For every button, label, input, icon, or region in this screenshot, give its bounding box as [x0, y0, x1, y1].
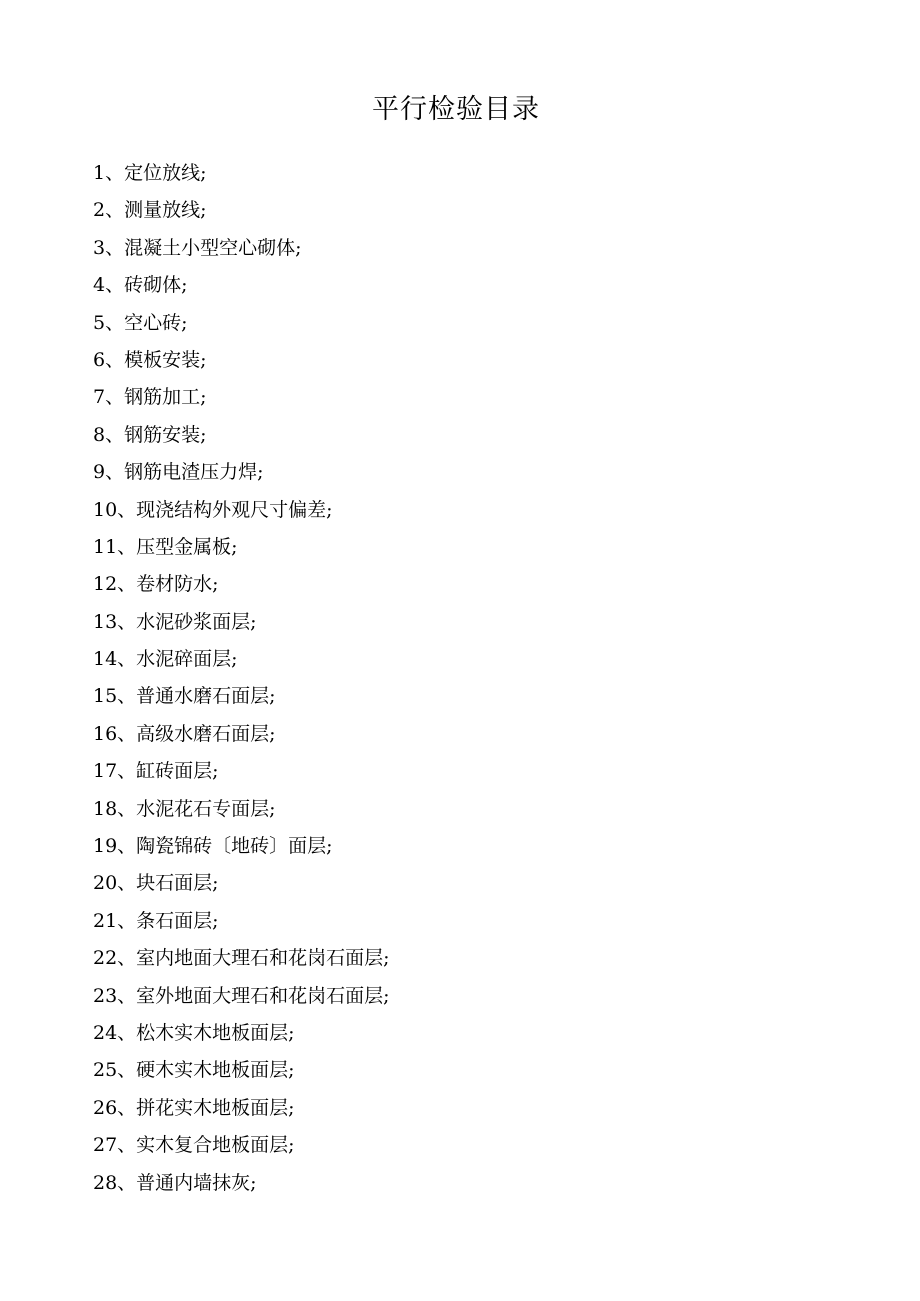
list-item: 12、卷材防水;	[93, 573, 219, 596]
list-item: 22、室内地面大理石和花岗石面层;	[93, 947, 390, 970]
list-item: 28、普通内墙抹灰;	[93, 1171, 257, 1194]
list-item: 25、硬木实木地板面层;	[93, 1059, 295, 1082]
page-title: 平行检验目录	[372, 94, 540, 125]
list-item: 14、水泥碎面层;	[93, 648, 238, 671]
list-item: 24、松木实木地板面层;	[93, 1021, 295, 1044]
list-item: 21、条石面层;	[93, 909, 219, 932]
list-item: 27、实木复合地板面层;	[93, 1134, 295, 1157]
list-item: 6、模板安装;	[93, 348, 207, 371]
list-item: 9、钢筋电渣压力焊;	[93, 461, 264, 484]
list-item: 11、压型金属板;	[93, 535, 238, 558]
list-item: 18、水泥花石专面层;	[93, 797, 276, 820]
list-item: 1、定位放线;	[93, 162, 207, 184]
list-item: 5、空心砖;	[93, 311, 188, 334]
list-item: 19、陶瓷锦砖〔地砖〕面层;	[93, 835, 333, 858]
list-item: 20、块石面层;	[93, 872, 219, 895]
list-item: 13、水泥砂浆面层;	[93, 610, 257, 633]
list-item: 8、钢筋安装;	[93, 423, 207, 446]
list-item: 2、测量放线;	[93, 199, 207, 222]
list-item: 17、缸砖面层;	[93, 760, 219, 783]
list-item: 15、普通水磨石面层;	[93, 685, 276, 708]
list-item: 7、钢筋加工;	[93, 386, 207, 409]
list-item: 3、混凝土小型空心砌体;	[93, 236, 302, 259]
list-item: 4、砖砌体;	[93, 274, 188, 297]
list-item: 26、拼花实木地板面层;	[93, 1096, 295, 1119]
list-item: 16、高级水磨石面层;	[93, 722, 276, 745]
list-item: 10、现浇结构外观尺寸偏差;	[93, 498, 333, 521]
list-item: 23、室外地面大理石和花岗石面层;	[93, 984, 390, 1007]
inspection-list	[93, 155, 390, 1202]
